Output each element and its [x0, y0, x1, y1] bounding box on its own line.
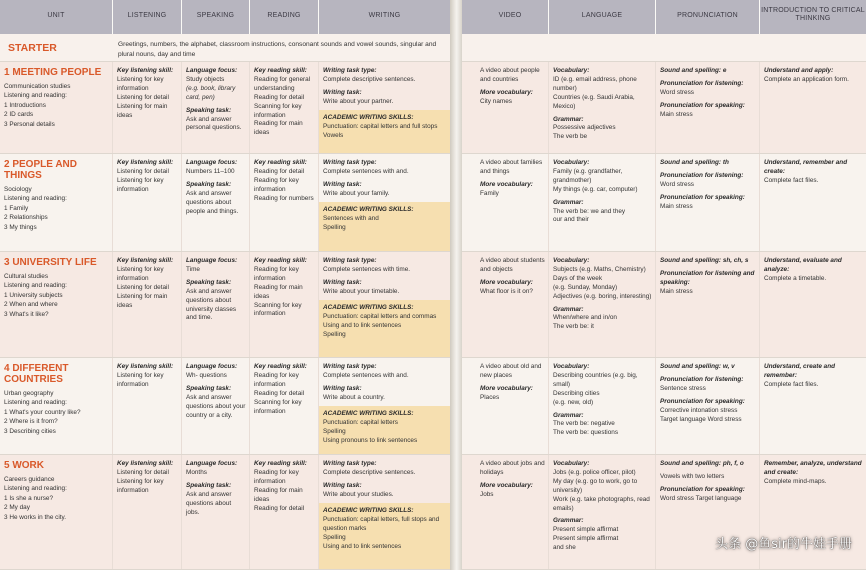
unit-theme: Careers guidance [4, 476, 55, 483]
academic-writing-label: ACADEMIC WRITING SKILLS: [323, 304, 414, 311]
unit-cell [0, 154, 113, 251]
unit-row [0, 455, 450, 570]
writing-task: Write about your family. [323, 189, 390, 197]
critical-thinking-task: Complete an application form. [764, 75, 849, 83]
academic-writing-box [319, 110, 450, 153]
vocabulary-item: (e.g. Sunday, Monday) [553, 283, 618, 291]
academic-writing-skill: Spelling [323, 427, 346, 435]
writing-type-label: Writing task type: [323, 67, 377, 74]
unit-lesson: 2 When and where [4, 301, 58, 309]
language-focus-label: Language focus: [186, 67, 238, 74]
speaking-task-label: Speaking task: [186, 278, 232, 286]
grammar-item: Present simple affirmat [553, 535, 619, 543]
grammar-item: The verb be: we and they [553, 207, 626, 215]
listening-cell [113, 358, 182, 454]
pronunciation-speaking: Corrective intonation stress Target language Word stress [660, 406, 742, 423]
pronunciation-speaking-label: Pronunciation for speaking: [660, 485, 745, 493]
pronunciation-listening: Vowels with two letters [660, 472, 725, 480]
unit-lesson: 2 Relationships [4, 214, 48, 222]
unit-listening-reading-label: Listening and reading: [4, 399, 67, 407]
reading-skill: Reading for detail [254, 167, 305, 175]
vocabulary-item: My things (e.g. car, computer) [553, 185, 638, 193]
reading-label: Key reading skill: [254, 159, 307, 166]
academic-writing-skill: Sentences with and [323, 214, 379, 222]
reading-skill: Scanning for key information [254, 398, 302, 415]
writing-task-label: Writing task: [323, 384, 362, 392]
pronunciation-listening: Sentence stress [660, 384, 706, 392]
language-focus: Numbers 11–100 [186, 167, 235, 175]
language-focus-examples: (e.g. book, library card, pen) [186, 84, 236, 101]
reading-skill: Reading for general understanding [254, 75, 311, 92]
academic-writing-label: ACADEMIC WRITING SKILLS: [323, 114, 414, 121]
critical-thinking-task: Complete fact files. [764, 176, 819, 184]
vocabulary-item: Work (e.g. take photographs, read emails) [553, 495, 650, 512]
listening-cell [113, 252, 182, 357]
sound-spelling-label: Sound and spelling: th [660, 159, 729, 166]
academic-writing-skill: Spelling [323, 533, 346, 541]
writing-cell [319, 252, 450, 357]
writing-type: Complete sentences with time. [323, 265, 411, 273]
unit-theme: Urban geography [4, 390, 54, 397]
reading-skill: Scanning for key information [254, 102, 302, 119]
reading-cell [250, 455, 319, 569]
header-video: VIDEO [472, 0, 549, 34]
speaking-task: Ask and answer questions about people and things. [186, 189, 239, 215]
unit-cell [0, 252, 113, 357]
writing-type: Complete descriptive sentences. [323, 468, 416, 476]
writing-task: Write about your timetable. [323, 287, 400, 295]
writing-type: Complete sentences with and. [323, 371, 409, 379]
reading-skill: Reading for detail [254, 389, 305, 397]
writing-cell [319, 154, 450, 251]
grammar-label: Grammar: [553, 411, 584, 419]
language-cell [549, 455, 656, 569]
language-focus: Study objects [186, 75, 225, 83]
vocabulary-item: Describing cities [553, 389, 600, 397]
critical-thinking-cell [760, 358, 866, 454]
vocabulary-item: Adjectives (e.g. boring, interesting) [553, 292, 652, 300]
grammar-item: Possessive adjectives [553, 124, 616, 132]
grammar-item: The verb be: negative [553, 420, 615, 428]
language-focus: Time [186, 265, 200, 273]
unit-row [0, 154, 450, 252]
listening-skill: Listening for detail [117, 283, 169, 291]
sound-spelling-label: Sound and spelling: sh, ch, s [660, 257, 749, 264]
language-focus: Wh- questions [186, 371, 227, 379]
reading-cell [250, 154, 319, 251]
video-description: A video about jobs and holidays [480, 460, 545, 476]
pronunciation-listening-label: Pronunciation for listening: [660, 79, 744, 87]
writing-task: Write about your partner. [323, 97, 394, 105]
vocabulary-item: Jobs (e.g. police officer, pilot) [553, 468, 636, 476]
pronunciation-speaking: Main stress [660, 110, 693, 118]
reading-skill: Reading for main ideas [254, 120, 303, 137]
right-header [462, 0, 866, 34]
speaking-task-label: Speaking task: [186, 180, 232, 188]
video-description: A video about people and countries [480, 67, 540, 83]
pronunciation-speaking-label: Pronunciation for speaking: [660, 193, 745, 201]
reading-label: Key reading skill: [254, 460, 307, 467]
listening-cell [113, 455, 182, 569]
listening-skill: Listening for detail [117, 93, 169, 101]
book-gutter [450, 0, 462, 570]
listening-skill: Listening for detail [117, 167, 169, 175]
academic-writing-skill: Vowels [323, 131, 344, 139]
critical-thinking-cell [760, 252, 866, 357]
unit-listening-reading-label: Listening and reading: [4, 282, 67, 290]
speaking-task-label: Speaking task: [186, 106, 232, 114]
listening-label: Key listening skill: [117, 460, 174, 467]
vocabulary-item: My day (e.g. go to work, go to university) [553, 477, 638, 494]
video-description: A video about students and objects [480, 257, 545, 273]
video-cell [472, 358, 549, 454]
more-vocabulary-label: More vocabulary: [480, 88, 533, 96]
writing-type: Complete sentences with and. [323, 167, 409, 175]
vocabulary-item: ID (e.g. email address, phone number) [553, 75, 637, 92]
reading-skill: Reading for key information [254, 265, 299, 282]
critical-thinking-cell [760, 154, 866, 251]
unit-listening-reading-label: Listening and reading: [4, 485, 67, 493]
grammar-label: Grammar: [553, 198, 584, 206]
academic-writing-skill: Punctuation: capital letters [323, 418, 398, 426]
more-vocabulary: Places [480, 393, 500, 401]
header-writing: WRITING [368, 12, 401, 19]
grammar-item: and she [553, 544, 576, 552]
critical-thinking-task: Complete mind-maps. [764, 477, 827, 485]
listening-skill: Listening for detail [117, 468, 169, 476]
listening-skill: Listening for main ideas [117, 102, 168, 119]
critical-thinking-label: Understand, create and remember: [764, 363, 836, 379]
header-listening: LISTENING [113, 0, 182, 34]
video-cell [472, 252, 549, 357]
writing-task: Write about a country. [323, 393, 385, 401]
vocabulary-item: Days of the week [553, 274, 603, 282]
unit-title: 5 WORK [4, 460, 44, 471]
vocabulary-item: (e.g. new, old) [553, 398, 594, 406]
speaking-cell [182, 252, 250, 357]
language-focus-label: Language focus: [186, 159, 238, 166]
vocabulary-label: Vocabulary: [553, 159, 590, 166]
left-header [0, 0, 450, 34]
unit-lesson: 3 What's it like? [4, 310, 49, 318]
academic-writing-skill: Punctuation: capital letters and full stops [323, 122, 438, 130]
unit-theme: Communication studies [4, 83, 71, 90]
right-page [462, 0, 866, 570]
vocabulary-item: Family (e.g. grandfather, grandmother) [553, 167, 623, 184]
more-vocabulary-label: More vocabulary: [480, 384, 533, 392]
critical-thinking-label: Understand and apply: [764, 67, 834, 74]
writing-cell [319, 358, 450, 454]
academic-writing-label: ACADEMIC WRITING SKILLS: [323, 507, 414, 514]
pronunciation-speaking-label: Pronunciation for speaking: [660, 101, 745, 109]
speaking-task: Ask and answer questions about jobs. [186, 490, 232, 516]
language-focus-label: Language focus: [186, 257, 238, 264]
speaking-task-label: Speaking task: [186, 384, 232, 392]
pronunciation-cell [656, 62, 760, 153]
vocabulary-item: Describing countries (e.g. big, small) [553, 371, 638, 388]
reading-cell [250, 358, 319, 454]
listening-skill: Listening for key information [117, 371, 164, 388]
pronunciation-speaking: Word stress Target language [660, 494, 742, 502]
header-reading: READING [250, 0, 319, 34]
header-language: LANGUAGE [549, 0, 656, 34]
grammar-item: Present simple affirmat [553, 526, 619, 534]
writing-type: Complete descriptive sentences. [323, 75, 416, 83]
speaking-task: Ask and answer personal questions. [186, 115, 242, 132]
unit-lesson: 1 Family [4, 204, 29, 212]
academic-writing-skill: Punctuation: capital letters and commas [323, 312, 437, 320]
unit-lesson: 3 Personal details [4, 120, 55, 128]
unit-listening-reading-label: Listening and reading: [4, 195, 67, 203]
listening-skill: Listening for main ideas [117, 292, 168, 309]
header-pronunciation: PRONUNCIATION [656, 0, 760, 34]
listening-label: Key listening skill: [117, 67, 174, 74]
more-vocabulary: City names [480, 97, 512, 105]
sound-spelling-label: Sound and spelling: ph, f, o [660, 460, 744, 467]
listening-cell [113, 62, 182, 153]
reading-skill: Scanning for key information [254, 301, 302, 318]
unit-lesson: 3 My things [4, 223, 37, 231]
unit-lesson: 1 Is she a nurse? [4, 494, 54, 502]
video-description: A video about families and things [480, 159, 543, 175]
critical-thinking-cell [760, 62, 866, 153]
unit-lesson: 3 He works in the city. [4, 513, 67, 521]
unit-lesson: 2 Where is it from? [4, 418, 58, 426]
academic-writing-box [319, 202, 450, 251]
critical-thinking-label: Understand, remember and create: [764, 159, 848, 175]
critical-thinking-task: Complete a timetable. [764, 274, 827, 282]
pronunciation-listening: Word stress [660, 88, 694, 96]
unit-cell [0, 358, 113, 454]
speaking-task-label: Speaking task: [186, 481, 232, 489]
listening-skill: Listening for key information [117, 477, 164, 494]
more-vocabulary-label: More vocabulary: [480, 278, 533, 286]
reading-label: Key reading skill: [254, 363, 307, 370]
listening-label: Key listening skill: [117, 363, 174, 370]
pronunciation-cell [656, 154, 760, 251]
language-cell [549, 154, 656, 251]
grammar-label: Grammar: [553, 115, 584, 123]
critical-thinking-task: Complete fact files. [764, 380, 819, 388]
academic-writing-skill: Using pronouns to link sentences [323, 436, 418, 444]
critical-thinking-label: Understand, evaluate and analyze: [764, 257, 842, 273]
academic-writing-box [319, 406, 450, 454]
vocabulary-label: Vocabulary: [553, 460, 590, 467]
starter-row-right [462, 34, 866, 62]
pronunciation-cell [656, 252, 760, 357]
academic-writing-skill: Spelling [323, 223, 346, 231]
academic-writing-label: ACADEMIC WRITING SKILLS: [323, 410, 414, 417]
video-cell [472, 455, 549, 569]
grammar-item: The verb be: questions [553, 429, 619, 437]
academic-writing-skill: Spelling [323, 330, 346, 338]
pronunciation-cell [656, 358, 760, 454]
sound-spelling-label: Sound and spelling: e [660, 67, 727, 74]
unit-theme: Sociology [4, 186, 32, 193]
writing-type-label: Writing task type: [323, 460, 377, 467]
unit-row-right [462, 455, 866, 570]
academic-writing-skill: Using and to link sentences [323, 542, 402, 550]
pronunciation-listening-label: Pronunciation for listening and speaking: [660, 269, 755, 286]
language-cell [549, 252, 656, 357]
vocabulary-item: Countries (e.g. Saudi Arabia, Mexico) [553, 93, 635, 110]
writing-type-label: Writing task type: [323, 257, 377, 264]
reading-skill: Reading for main ideas [254, 283, 303, 300]
speaking-cell [182, 358, 250, 454]
unit-title: 3 UNIVERSITY LIFE [4, 257, 97, 268]
unit-listening-reading-label: Listening and reading: [4, 92, 67, 100]
language-focus-label: Language focus: [186, 363, 238, 370]
pronunciation-speaking-label: Pronunciation for speaking: [660, 397, 745, 405]
speaking-cell [182, 62, 250, 153]
unit-row [0, 358, 450, 455]
reading-skill: Reading for main ideas [254, 486, 303, 503]
unit-title: 1 MEETING PEOPLE [4, 67, 102, 78]
unit-row-right [462, 154, 866, 252]
reading-cell [250, 252, 319, 357]
listening-cell [113, 154, 182, 251]
academic-writing-label: ACADEMIC WRITING SKILLS: [323, 206, 414, 213]
pronunciation-speaking: Main stress [660, 202, 693, 210]
vocabulary-item: Subjects (e.g. Maths, Chemistry) [553, 265, 646, 273]
writing-cell [319, 62, 450, 153]
unit-lesson: 1 What's your country like? [4, 408, 81, 416]
speaking-cell [182, 455, 250, 569]
unit-row [0, 252, 450, 358]
language-cell [549, 358, 656, 454]
unit-theme: Cultural studies [4, 273, 49, 280]
pronunciation-listening: Main stress [660, 287, 693, 295]
grammar-label: Grammar: [553, 517, 584, 525]
reading-skill: Reading for detail [254, 93, 305, 101]
writing-cell [319, 455, 450, 569]
watermark: 头条 @鱼sir的牛娃手册 [715, 537, 852, 552]
unit-lesson: 2 ID cards [4, 111, 34, 119]
listening-skill: Listening for key information [117, 75, 164, 92]
more-vocabulary: Family [480, 189, 499, 197]
reading-skill: Reading for numbers [254, 194, 314, 202]
header-speaking: SPEAKING [182, 0, 250, 34]
unit-cell [0, 62, 113, 153]
video-description: A video about old and new places [480, 363, 542, 379]
vocabulary-label: Vocabulary: [553, 257, 590, 264]
sound-spelling-label: Sound and spelling: w, v [660, 363, 735, 370]
listening-skill: Listening for key information [117, 265, 164, 282]
video-cell [472, 154, 549, 251]
grammar-item: The verb be: it [553, 323, 594, 331]
critical-thinking-label: Remember, analyze, understand and create: [764, 460, 862, 476]
unit-lesson: 1 Introductions [4, 101, 46, 109]
reading-label: Key reading skill: [254, 257, 307, 264]
pronunciation-listening: Word stress [660, 180, 694, 188]
listening-label: Key listening skill: [117, 159, 174, 166]
more-vocabulary-label: More vocabulary: [480, 481, 533, 489]
vocabulary-label: Vocabulary: [553, 67, 590, 74]
more-vocabulary: Jobs [480, 490, 494, 498]
writing-task-label: Writing task: [323, 180, 362, 188]
video-cell [472, 62, 549, 153]
starter-title: STARTER [8, 42, 57, 54]
grammar-label: Grammar: [553, 305, 584, 313]
reading-skill: Reading for detail [254, 504, 305, 512]
speaking-task: Ask and answer questions about university classes and time. [186, 287, 237, 322]
pronunciation-listening-label: Pronunciation for listening: [660, 375, 744, 383]
writing-type-label: Writing task type: [323, 363, 377, 370]
unit-row-right [462, 62, 866, 154]
header-critical-thinking: INTRODUCTION TO CRITICAL THINKING [761, 7, 865, 22]
reading-skill: Reading for key information [254, 371, 299, 388]
unit-lesson: 1 University subjects [4, 291, 63, 299]
more-vocabulary-label: More vocabulary: [480, 180, 533, 188]
unit-row-right [462, 252, 866, 358]
reading-cell [250, 62, 319, 153]
language-focus-label: Language focus: [186, 460, 238, 467]
grammar-item: When/where and in/on [553, 314, 617, 322]
speaking-cell [182, 154, 250, 251]
unit-lesson: 3 Describing cities [4, 427, 56, 435]
academic-writing-skill: Using and to link sentences [323, 321, 402, 329]
academic-writing-skill: Punctuation: capital letters, full stops and question marks [323, 515, 440, 532]
grammar-item: The verb be [553, 133, 588, 141]
unit-cell [0, 455, 113, 569]
academic-writing-box [319, 300, 450, 357]
writing-task-label: Writing task: [323, 88, 362, 96]
unit-title: 4 DIFFERENT COUNTRIES [4, 363, 69, 385]
academic-writing-box [319, 503, 450, 569]
pronunciation-listening-label: Pronunciation for listening: [660, 171, 744, 179]
writing-task-label: Writing task: [323, 481, 362, 489]
unit-row [0, 62, 450, 154]
grammar-item: our and their [553, 216, 589, 224]
unit-lesson: 2 My day [4, 504, 30, 512]
vocabulary-label: Vocabulary: [553, 363, 590, 370]
reading-skill: Reading for key information [254, 176, 299, 193]
starter-text: Greetings, numbers, the alphabet, classroom instructions, consonant sounds and vowel sounds, singular and plural nouns, day and time [118, 41, 437, 58]
language-cell [549, 62, 656, 153]
unit-title: 2 PEOPLE AND THINGS [4, 159, 77, 181]
more-vocabulary: What floor is it on? [480, 287, 533, 295]
writing-type-label: Writing task type: [323, 159, 377, 166]
reading-label: Key reading skill: [254, 67, 307, 74]
unit-row-right [462, 358, 866, 455]
reading-skill: Reading for key information [254, 468, 299, 485]
writing-task: Write about your studies. [323, 490, 394, 498]
speaking-task: Ask and answer questions about your country or a city. [186, 393, 246, 419]
listening-label: Key listening skill: [117, 257, 174, 264]
language-focus: Months [186, 468, 207, 476]
listening-skill: Listening for key information [117, 176, 164, 193]
writing-task-label: Writing task: [323, 278, 362, 286]
header-unit: UNIT [0, 0, 113, 34]
